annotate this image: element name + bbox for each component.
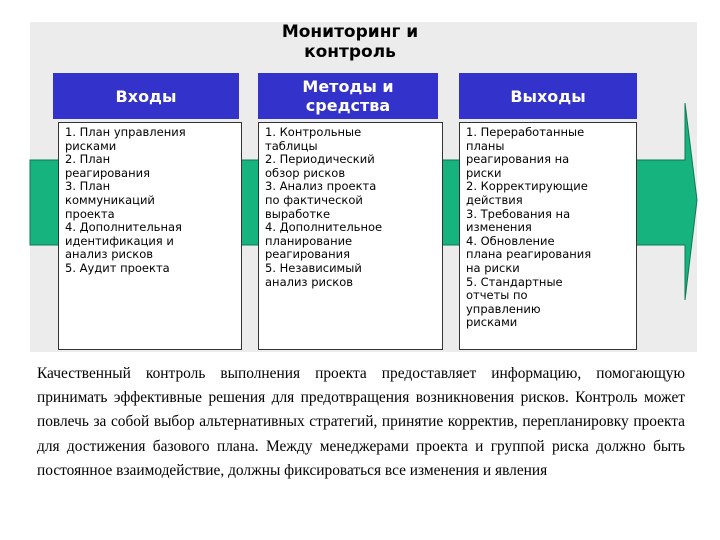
list-item: 5. Стандартные отчеты по управлению рисками (466, 274, 563, 330)
header-outputs: Выходы (459, 73, 637, 119)
list-item: 5. Аудит проекта (65, 260, 170, 275)
list-item: 1. Контрольные таблицы (265, 125, 362, 153)
diagram-title: Мониторинг и контроль (281, 22, 419, 62)
description-paragraph: Качественный контроль выполнения проекта предоставляет информацию, помогающую принимать эффективные решения для предотвращения возникновения рисков. Контроль может повлечь за собой выбор альтернативных стратегий, принятие корректив, перепланировку проекта для достижения базового плана. Между менеджерами проекта и группой риска должно быть постоянное взаимодействие, должны фиксироваться все изменения и явления (37, 365, 685, 479)
header-methods: Методы и средства (258, 73, 438, 119)
list-item: 4. Дополнительная идентификация и анализ рисков (65, 220, 182, 262)
list-item: 4. Обновление плана реагирования на риски (466, 233, 592, 275)
list-methods (258, 122, 443, 350)
list-item: 3. План коммуникаций проекта (65, 179, 155, 221)
list-item: 2. Корректирующие действия (466, 179, 588, 207)
list-item: 4. Дополнительное планирование реагирования (265, 220, 383, 262)
list-item: 2. План реагирования (65, 152, 151, 180)
list-item: 5. Независимый анализ рисков (265, 260, 362, 289)
list-item: 3. Анализ проекта по фактической выработке (265, 179, 377, 221)
list-outputs (459, 122, 637, 350)
list-item: 2. Периодический обзор рисков (265, 152, 375, 180)
header-inputs: Входы (53, 73, 239, 119)
list-item: 3. Требования на изменения (466, 206, 571, 235)
list-item: 1. План управления рисками (65, 125, 186, 153)
list-inputs (58, 122, 242, 350)
list-item: 1. Переработанные планы реагирования на риски (466, 125, 585, 180)
